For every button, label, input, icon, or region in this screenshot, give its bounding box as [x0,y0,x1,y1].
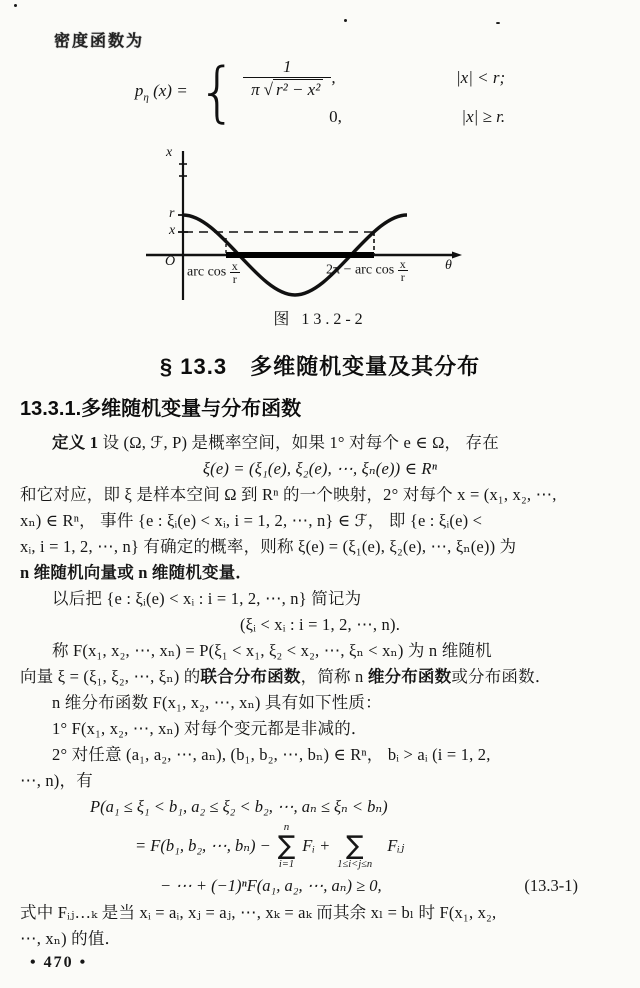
paragraph-group-1 [20,430,620,794]
density-lhs [135,81,188,103]
frac-num: x [399,257,406,271]
scan-speck [496,22,500,24]
text-line [20,716,620,742]
text-segment: xₙ) ∈ Rⁿ， 事件 {e : ξᵢ(e) < xᵢ, i = 1, 2, ⋯, n} ∈ ℱ， 即 {e : ξᵢ(e) < [20,511,483,530]
equation-13-3-1 [20,794,620,900]
case-row-1 [243,58,505,99]
pi-symbol: π [251,79,260,99]
text-line [20,638,620,664]
sum-lower-limit: 1≤i<j≤n [337,859,373,870]
text-segment: ，简称 n [300,667,368,686]
tick-label-x: x [169,223,176,238]
sigma-icon: ∑ [277,831,296,861]
cases-brace: { [197,53,238,130]
density-formula [0,52,640,132]
text-line [20,664,620,690]
right-axis-annotation [326,258,408,283]
text-line [20,742,620,768]
equation-tail: Fᵢⱼ [387,836,405,855]
text-segment: 称 F(x₁, x₂, ⋯, xₙ) = P(ξ₁ < x₁, ξ₂ < x₂, ⋯, ξₙ < xₙ) 为 n 维随机 [52,641,492,660]
text-segment: 式中 Fᵢⱼ…ₖ 是当 xᵢ = aᵢ, xⱼ = aⱼ, ⋯, xₖ = aₖ 而其余 xₗ = bₗ 时 F(x₁, x₂, [20,903,497,922]
sigma-icon: ∑ [345,831,364,861]
running-head: 密度函数为 [54,33,145,50]
text-segment: ⋯, n)，有 [20,771,93,790]
text-segment: 和它对应，即 ξ 是样本空间 Ω 到 Rⁿ 的一个映射，2° 对每个 x = (x₁, x₂, ⋯, [20,485,557,504]
page-number: • 470 • [30,954,88,971]
scan-speck [14,4,17,7]
section-heading: § 13.3 多维随机变量及其分布 [159,354,481,379]
sum-lower-limit: i=1 [278,859,295,870]
text-line [20,482,620,508]
text-segment: (ξᵢ < xᵢ : i = 1, 2, ⋯, n). [239,615,401,634]
sum-upper-limit: n [283,821,290,833]
x-over-r-fraction [230,260,240,285]
text-segment: 联合分布函数 [200,667,301,686]
equation-mid: Fᵢ + [302,836,331,855]
zero-value: 0, [329,106,342,126]
text-segment: 设 (Ω, ℱ, P) 是概率空间，如果 1° 对每个 e ∈ Ω， 存在 [98,433,499,452]
condition-2: |x| ≥ r. [461,106,506,126]
tick-label-r: r [169,206,175,221]
text-segment: ⋯, xₙ) 的值． [20,929,122,948]
text-line [20,586,620,612]
condition-1: |x| < r; [455,68,506,87]
eta-subscript: η [143,91,149,104]
text-segment: xᵢ, i = 1, 2, ⋯, n} 有确定的概率，则称 ξ(e) = (ξ₁(e), ξ₂(e), ⋯, ξₙ(e)) 为 [20,537,517,556]
text-segment: 向量 ξ = (ξ₁, ξ₂, ⋯, ξₙ) 的 [20,667,201,686]
arccos-text: arc cos [187,264,227,280]
radicand: r² − x² [273,79,323,99]
scan-speck [344,19,347,22]
frac-den: r [230,272,240,285]
text-line [20,430,620,456]
text-segment: 或分布函数． [451,667,552,686]
subsection-heading: 13.3.1.多维随机变量与分布函数 [20,398,302,420]
figure-13-2-2 [140,145,480,306]
text-line [20,612,620,638]
left-axis-annotation [187,260,240,285]
frac-den: r [398,270,408,283]
text-segment: n 维随机向量或 n 维随机变量． [20,563,253,582]
equation-row-1: P(a₁ ≤ ξ₁ < b₁, a₂ ≤ ξ₂ < b₂, ⋯, aₙ ≤ ξₙ < bₙ) [90,797,388,816]
text-line [20,900,620,926]
text-segment: ξ(e) = (ξ₁(e), ξ₂(e), ⋯, ξₙ(e)) ∈ Rⁿ [202,459,438,478]
text-line [20,768,620,794]
x-axis-label: θ [445,258,452,273]
fraction-numerator: 1 [282,56,292,76]
fraction-denominator [243,77,331,99]
text-line [20,456,620,482]
text-line [20,690,620,716]
figure-caption: 图 13.2-2 [273,311,367,328]
p-symbol: p [134,80,144,100]
equation-final-line: − ⋯ + (−1)ⁿF(a₁, a₂, ⋯, aₙ) ≥ 0, [160,876,382,895]
2pi-arccos-text: 2π − arc cos [326,262,395,278]
case-row-2 [243,107,505,127]
text-segment: 以后把 {e : ξᵢ(e) < xᵢ : i = 1, 2, ⋯, n} 简记为 [52,589,362,608]
paragraph-group-2 [20,900,620,952]
equation-row-2 [20,820,620,872]
equation-number: (13.3-1) [524,876,578,895]
text-line [20,560,620,586]
text-segment: 2° 对任意 (a₁, a₂, ⋯, aₙ), (b₁, b₂, ⋯, bₙ) ∈ Rⁿ， bᵢ > aᵢ (i = 1, 2, [52,745,491,764]
text-segment: 维分布函数 [367,667,452,686]
text-line [20,926,620,952]
origin-label: O [165,254,176,269]
text-segment: 1° F(x₁, x₂, ⋯, xₙ) 对每个变元都是非减的． [52,719,368,738]
y-axis-label: x [166,145,173,160]
text-line [20,534,620,560]
x-over-r-fraction [398,258,408,283]
text-segment: n 维分布函数 F(x₁, x₂, ⋯, xₙ) 具有如下性质： [52,693,382,712]
equation-row-3 [20,872,620,900]
lhs-rest: (x) = [153,80,188,100]
text-segment: 定义 1 [52,433,99,452]
sqrt-symbol: √ [263,79,273,99]
equation-lead: = F(b₁, b₂, ⋯, bₙ) − [135,836,271,855]
text-line [20,508,620,534]
body-text [20,430,620,952]
sum-operator-2 [337,822,372,870]
fraction [243,58,331,99]
comma: , [331,68,336,87]
frac-num: x [231,259,238,273]
sum-operator-1 [278,822,296,870]
